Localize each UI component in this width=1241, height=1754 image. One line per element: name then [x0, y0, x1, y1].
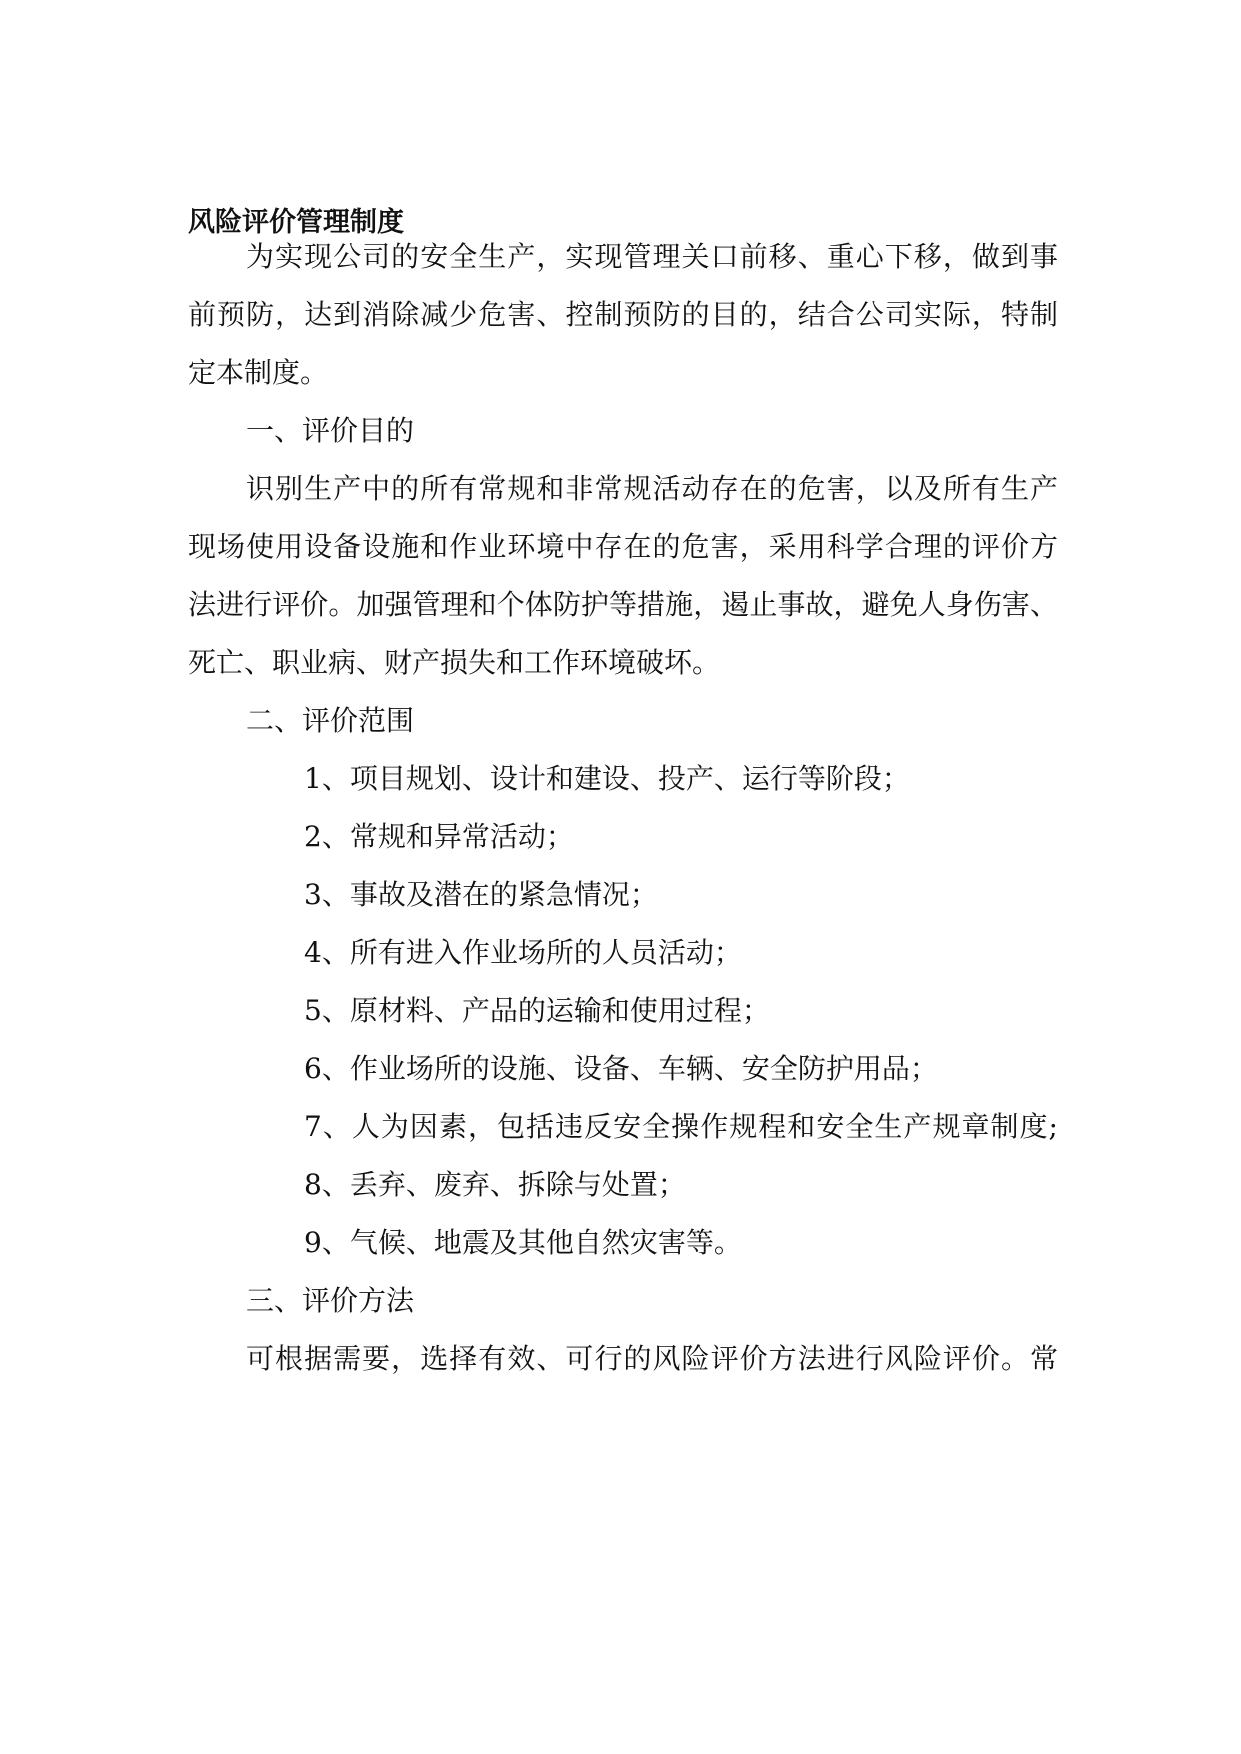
intro-line-1: 为实现公司的安全生产，实现管理关口前移、重心下移，做到事: [246, 240, 1058, 273]
section1-line-1: 识别生产中的所有常规和非常规活动存在的危害，以及所有生产: [246, 472, 1058, 505]
document-title: 风险评价管理制度: [188, 207, 404, 238]
section2-item-6: 6、作业场所的设施、设备、车辆、安全防护用品；: [304, 1052, 938, 1085]
section1-line-2: 现场使用设备设施和作业环境中存在的危害，采用科学合理的评价方: [188, 530, 1058, 563]
section1-line-3: 法进行评价。加强管理和个体防护等措施，遏止事故，避免人身伤害、: [188, 588, 1058, 621]
section2-item-2: 2、常规和异常活动；: [304, 820, 574, 853]
section2-item-7: 7、人为因素，包括违反安全操作规程和安全生产规章制度;: [304, 1110, 1058, 1143]
section1-heading: 一、评价目的: [246, 414, 415, 447]
intro-line-3: 定本制度。: [188, 356, 329, 389]
section3-line-1: 可根据需要，选择有效、可行的风险评价方法进行风险评价。常: [246, 1342, 1058, 1375]
section3-heading: 三、评价方法: [246, 1284, 415, 1317]
section2-item-9: 9、气候、地震及其他自然灾害等。: [304, 1226, 742, 1259]
section2-item-1: 1、项目规划、设计和建设、投产、运行等阶段；: [304, 762, 910, 795]
section2-item-3: 3、事故及潜在的紧急情况；: [304, 878, 658, 911]
section2-item-8: 8、丢弃、废弃、拆除与处置；: [304, 1168, 686, 1201]
section2-item-4: 4、所有进入作业场所的人员活动；: [304, 936, 742, 969]
section2-item-5: 5、原材料、产品的运输和使用过程；: [304, 994, 770, 1027]
section2-heading: 二、评价范围: [246, 704, 415, 737]
section1-line-4: 死亡、职业病、财产损失和工作环境破坏。: [188, 646, 721, 679]
intro-line-2: 前预防，达到消除减少危害、控制预防的目的，结合公司实际，特制: [188, 298, 1058, 331]
